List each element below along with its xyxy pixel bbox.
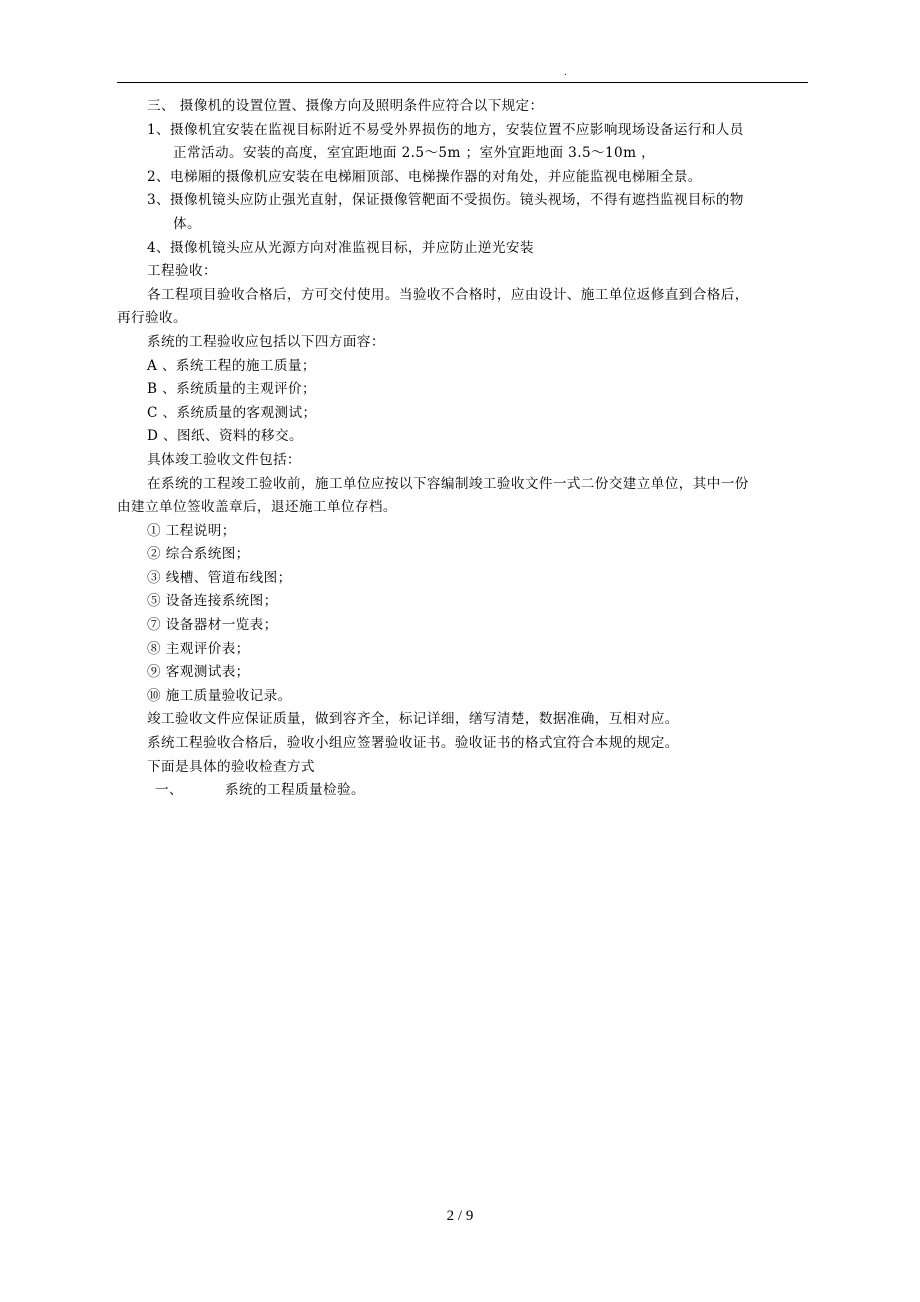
doc-item: ⑤ 设备连接系统图； (147, 593, 278, 610)
rule-1-line-1: 1、摄像机宜安装在监视目标附近不易受外界损伤的地方，安装位置不应影响现场设备运行和人员 (147, 121, 744, 138)
header-mark: . (564, 68, 567, 78)
four-aspects-intro: 系统的工程验收应包括以下四方面容： (147, 333, 385, 350)
certificate-note: 系统工程验收合格后，验收小组应签署验收证书。验收证书的格式宜符合本规的规定。 (147, 735, 679, 752)
section-one-title: 系统的工程质量检验。 (225, 782, 365, 799)
completion-paragraph-line-1: 在系统的工程竣工验收前，施工单位应按以下容编制竣工验收文件一式二份交建立单位，其中一份 (147, 475, 749, 492)
doc-item: ⑧ 主观评价表； (147, 640, 250, 657)
aspect-b: B 、系统质量的主观评价； (147, 381, 317, 398)
section-one-heading (117, 779, 808, 803)
doc-item: ⑩ 施工质量验收记录。 (147, 687, 292, 704)
rule-1-line-2: 正常活动。安装的高度，室宜距地面 2.5～5m ；室外宜距地面 3.5～10m ， (173, 145, 656, 162)
acceptance-paragraph-line-2: 再行验收。 (117, 310, 187, 327)
document-body (117, 95, 808, 803)
doc-item: ② 综合系统图； (147, 546, 250, 563)
page-number: 2 / 9 (446, 1208, 474, 1224)
doc-item: ⑨ 客观测试表； (147, 664, 250, 681)
rule-3-line-2: 体。 (173, 215, 201, 232)
rule-3-line-1: 3、摄像机镜头应防止强光直射，保证摄像管靶面不受损伤。镜头视场，不得有遮挡监视目标的物 (147, 192, 744, 209)
rule-4: 4、摄像机镜头应从光源方向对准监视目标，并应防止逆光安装 (147, 239, 534, 256)
completion-docs-heading: 具体竣工验收文件包括： (147, 451, 301, 468)
header-rule (117, 82, 808, 83)
quality-note: 竣工验收文件应保证质量，做到容齐全，标记详细，缮写清楚，数据准确，互相对应。 (147, 711, 679, 728)
acceptance-paragraph-line-1: 各工程项目验收合格后，方可交付使用。当验收不合格时，应由设计、施工单位返修直到合格后， (147, 286, 749, 303)
doc-item: ⑦ 设备器材一览表； (147, 617, 278, 634)
section-one-number: 一、 (155, 782, 183, 799)
doc-item: ① 工程说明； (147, 522, 236, 539)
aspect-a: A 、系统工程的施工质量； (147, 357, 316, 374)
rule-2: 2、电梯厢的摄像机应安装在电梯厢顶部、电梯操作器的对角处，并应能监视电梯厢全景。 (147, 168, 702, 185)
acceptance-heading: 工程验收： (147, 263, 217, 280)
section-three-title: 三、 摄像机的设置位置、摄像方向及照明条件应符合以下规定： (147, 98, 544, 114)
completion-paragraph-line-2: 由建立单位签收盖章后，退还施工单位存档。 (117, 499, 397, 516)
doc-item: ③ 线槽、管道布线图； (147, 569, 292, 586)
aspect-c: C 、系统质量的客观测试； (147, 404, 317, 421)
aspect-d: D 、图纸、资料的移交。 (147, 428, 303, 445)
inspection-intro: 下面是具体的验收检查方式 (147, 758, 315, 775)
